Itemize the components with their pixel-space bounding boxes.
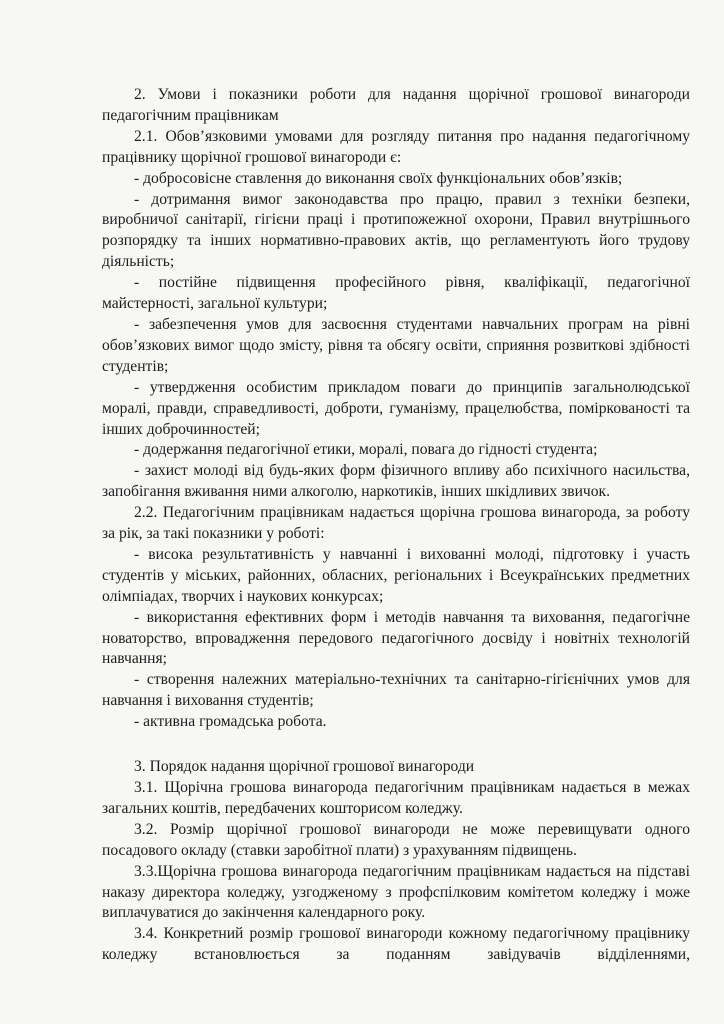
indicator-item: - використання ефективних форм і методів навчання та виховання, педагогічне новаторство, впровадження передового педагогічного досвіду і новітніх технологій навчання; [102,608,690,668]
condition-item: - додержання педагогічної етики, моралі, повага до гідності студента; [134,441,598,459]
condition-item: - захист молоді від будь-яких форм фізичного впливу або психічного насильства, запобігання вживання ними алкоголю, наркотиків, інших шкідливих звичок. [102,462,690,501]
clause-2-1-intro: 2.1. Обов’язковими умовами для розгляду питання про надання педагогічному працівнику щорічної грошової винагороди є: [102,127,690,166]
condition-item: - добросовісне ставлення до виконання своїх функціональних обов’язків; [134,169,623,187]
section-3-heading: 3. Порядок надання щорічної грошової винагороди [134,758,475,776]
clause-3-3: 3.3.Щорічна грошова винагорода педагогічним працівникам надається на підставі наказу директора коледжу, узгодженому з профспілковим комітетом коледжу і може виплачуватися до закінчення календарного року. [102,862,690,922]
indicator-item: - активна громадська робота. [134,713,327,731]
clause-3-4: 3.4. Конкретний розмір грошової винагороди кожному педагогічному працівнику коледжу встановлюється за поданням завідувачів відділеннями, [102,925,690,964]
clause-3-1: 3.1. Щорічна грошова винагорода педагогічним працівникам надається в межах загальних коштів, передбачених кошторисом коледжу. [102,779,690,817]
section-2-heading: 2. Умови і показники роботи для надання щорічної грошової винагороди педагогічним працівникам [102,86,690,124]
clause-3-2: 3.2. Розмір щорічної грошової винагороди не може перевищувати одного посадового окладу (ставки заробітної плати) з урахуванням підвищень. [102,820,690,859]
condition-item: - утвердження особистим прикладом поваги до принципів загальнолюдської моралі, правди, справедливості, доброти, гуманізму, працелюбства, поміркованості та інших доброчинностей; [102,378,690,438]
clause-2-2-intro: 2.2. Педагогічним працівникам надається щорічна грошова винагорода, за роботу за рік, за такі показники у роботі: [102,504,690,543]
indicator-item: - висока результативність у навчанні і вихованні молоді, підготовку і участь студентів у міських, районних, обласних, регіональних і Всеукраїнських предметних олімпіадах, творчих і наукових конкурсах; [102,545,690,605]
condition-item: - постійне підвищення професійного рівня, кваліфікації, педагогічної майстерності, загальної культури; [102,274,690,313]
indicator-item: - створення належних матеріально-технічних та санітарно-гігієнічних умов для навчання і виховання студентів; [102,671,690,710]
condition-item: - забезпечення умов для засвоєння студентами навчальних програм на рівні обов’язкових вимог щодо змісту, рівня та обсягу освіти, сприяння розвиткові здібності студентів; [102,315,690,375]
condition-item: - дотримання вимог законодавства про працю, правил з техніки безпеки, виробничої санітарії, гігієни праці і протипожежної охорони, Правил внутрішнього розпорядку та інших нормативно-правових актів, що регламентують його трудову діяльність; [102,190,690,271]
section-spacer [102,733,690,757]
